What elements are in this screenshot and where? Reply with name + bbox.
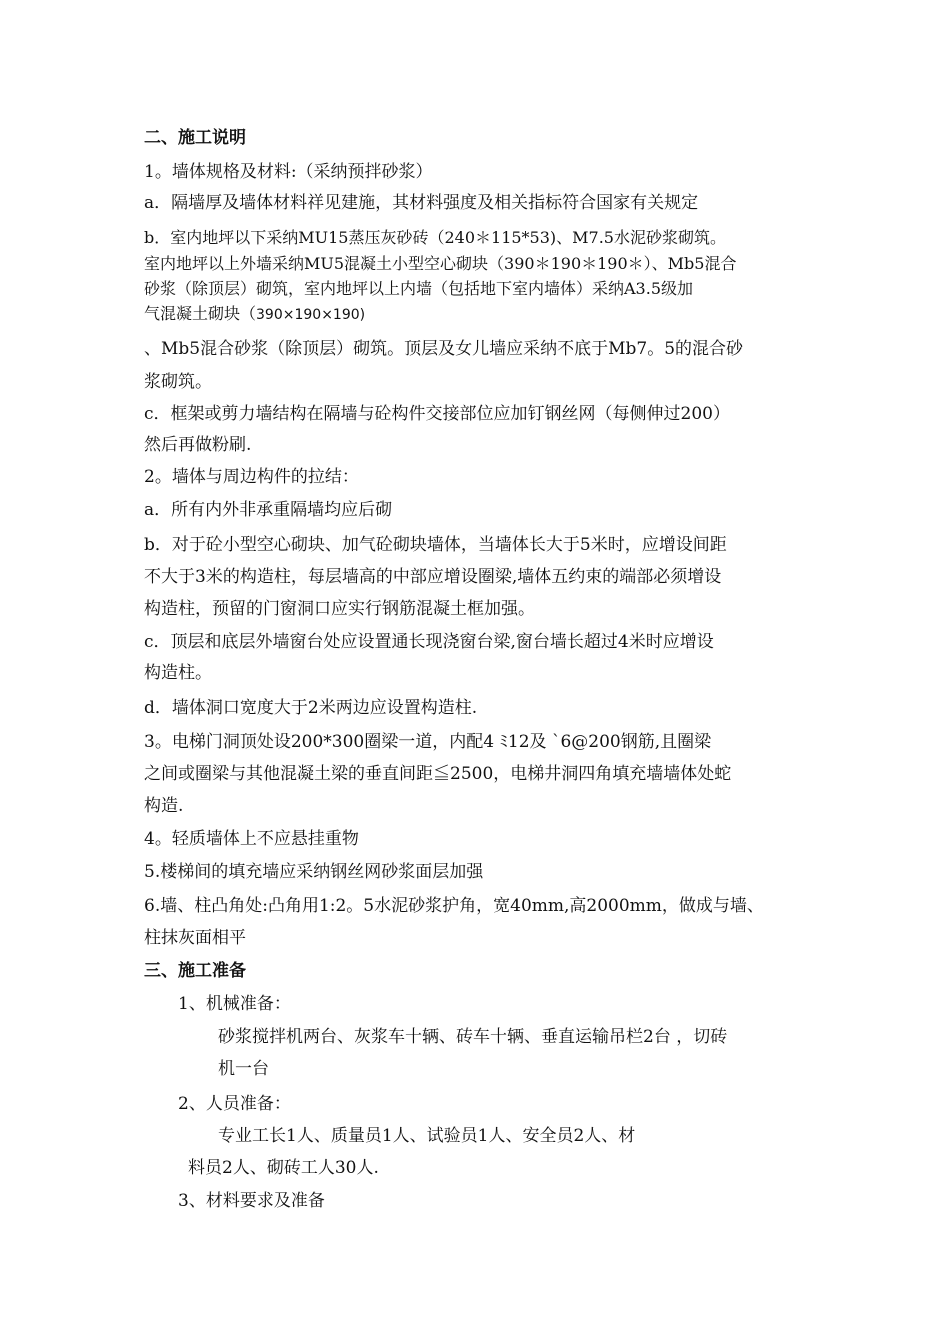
paragraph-line: 浆砌筑。: [144, 372, 212, 392]
subsection-heading: 3、材料要求及准备: [178, 1191, 325, 1211]
paragraph-line: 之间或圈梁与其他混凝土梁的垂直间距≦2500，电梯井洞四角填充墙墙体处蛇: [144, 764, 732, 784]
paragraph-line: 1。墙体规格及材料:（采纳预拌砂浆）: [144, 162, 433, 182]
paragraph-line: 4。轻质墙体上不应悬挂重物: [144, 829, 359, 849]
paragraph-line: 机一台: [218, 1059, 269, 1079]
paragraph-line: d．墙体洞口宽度大于2米两边应设置构造柱.: [144, 698, 478, 718]
paragraph-line: 5.楼梯间的填充墙应采纳钢丝网砂浆面层加强: [144, 862, 484, 882]
paragraph-line: 、Mb5混合砂浆（除顶层）砌筑。顶层及女儿墙应采纳不底于Mb7。5的混合砂: [144, 339, 744, 359]
paragraph-line: 构造柱。: [144, 663, 212, 683]
paragraph-line: a．隔墙厚及墙体材料祥见建施，其材料强度及相关指标符合国家有关规定: [144, 193, 699, 213]
paragraph-line: 然后再做粉刷.: [144, 435, 252, 455]
paragraph-line: b．室内地坪以下采纳MU15蒸压灰砂砖（240＊115*53)、M7.5水泥砂浆砌筑。: [144, 228, 726, 247]
paragraph-line: 2。墙体与周边构件的拉结：: [144, 467, 359, 487]
paragraph-line: 3。电梯门洞顶处设200*300圈梁一道，内配4 ﾐ12及 `6@200钢筋,且圈梁: [144, 732, 712, 752]
paragraph-line: 不大于3米的构造柱，每层墙高的中部应增设圈梁,墙体五约束的端部必须增设: [144, 567, 722, 587]
paragraph-line: c．顶层和底层外墙窗台处应设置通长现浇窗台梁,窗台墙长超过4米时应增设: [144, 632, 714, 652]
paragraph-line: 砂浆（除顶层）砌筑，室内地坪以上内墙（包括地下室内墙体）采纳A3.5级加: [144, 279, 694, 298]
subsection-heading: 1、机械准备：: [178, 994, 291, 1014]
paragraph-line: c．框架或剪力墙结构在隔墙与砼构件交接部位应加钉钢丝网（每侧伸过200）: [144, 404, 730, 424]
paragraph-line: 专业工长1人、质量员1人、试验员1人、安全员2人、材: [218, 1126, 636, 1146]
section-3-heading: 三、施工准备: [144, 961, 246, 981]
subsection-heading: 2、人员准备：: [178, 1094, 291, 1114]
paragraph-line: 构造柱，预留的门窗洞口应实行钢筋混凝土框加强。: [144, 599, 535, 619]
paragraph-line: b．对于砼小型空心砌块、加气砼砌块墙体，当墙体长大于5米时，应增设间距: [144, 535, 727, 555]
paragraph-line: 料员2人、砌砖工人30人.: [188, 1158, 379, 1178]
paragraph-line: 柱抹灰面相平: [144, 928, 246, 948]
paragraph-line: [144, 303, 365, 326]
paragraph-line: 6.墙、柱凸角处:凸角用1:2。5水泥砂浆护角，宽40mm,高2000mm，做成与墙、: [144, 896, 764, 916]
paragraph-line: 砂浆搅拌机两台、灰浆车十辆、砖车十辆、垂直运输吊栏2台 ，切砖: [218, 1027, 728, 1047]
paragraph-text: 气混凝土砌块（: [144, 304, 257, 323]
paragraph-line: 室内地坪以上外墙采纳MU5混凝土小型空心砌块（390＊190＊190＊）、Mb5混合: [144, 254, 737, 273]
paragraph-line: 构造.: [144, 796, 184, 816]
paragraph-line: a．所有内外非承重隔墙均应后砌: [144, 500, 393, 520]
dimension-text: 390×190×190): [256, 307, 366, 323]
section-2-heading: 二、施工说明: [144, 128, 246, 148]
